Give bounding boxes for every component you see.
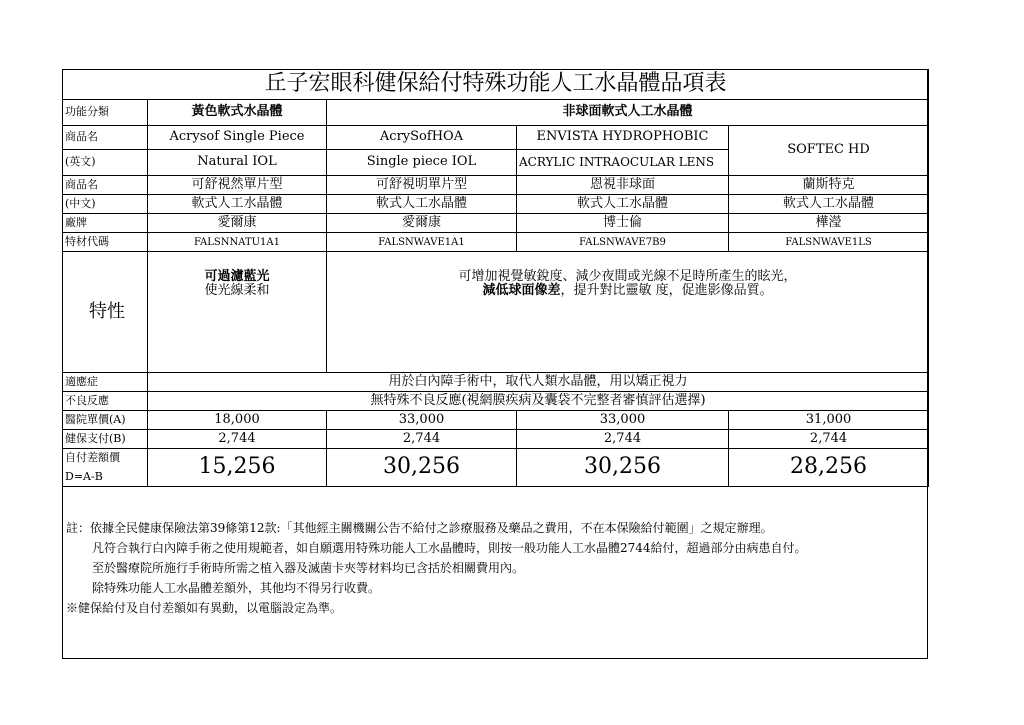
- product-1-name-zh-1: 可舒視然單片型: [148, 176, 327, 195]
- product-3-name-zh-1: 恩視非球面: [517, 176, 729, 195]
- label-adverse: 不良反應: [63, 392, 148, 411]
- note-line: 除特殊功能人工水晶體差額外，其他均不得另行收費。: [92, 581, 381, 595]
- note-line: ※健保給付及自付差額如有異動，以電腦設定為準。: [66, 601, 343, 615]
- label-self-pay-2: D=A-B: [65, 469, 103, 483]
- label-self-pay: [63, 449, 148, 487]
- label-name-zh-1: 商品名: [63, 176, 148, 195]
- product-4-name-en: SOFTEC HD: [729, 126, 929, 176]
- label-indication: 適應症: [63, 373, 148, 392]
- product-3-brand: 博士倫: [517, 214, 729, 233]
- indication-text: 用於白內障手術中，取代人類水晶體，用以矯正視力: [148, 373, 929, 392]
- notes-section: [66, 518, 924, 618]
- feature-yellow-bold: 可過濾藍光: [204, 269, 270, 284]
- label-self-pay-1: 自付差額價: [65, 451, 120, 465]
- label-brand: 廠牌: [63, 214, 148, 233]
- label-function: 功能分類: [63, 100, 148, 126]
- product-3-price: 33,000: [517, 411, 729, 430]
- product-2-code: FALSNWAVE1A1: [327, 233, 517, 252]
- product-3-nhi: 2,744: [517, 430, 729, 449]
- product-3-name-en-1: ENVISTA HYDROPHOBIC: [517, 126, 729, 150]
- feature-yellow-text: 使光線柔和: [204, 283, 270, 299]
- product-3-self-pay: 30,256: [517, 449, 729, 487]
- product-3-code: FALSNWAVE7B9: [517, 233, 729, 252]
- product-1-code: FALSNNATU1A1: [148, 233, 327, 252]
- note-line: 凡符合執行白內障手術之使用規範者，如自願選用特殊功能人工水晶體時，則按一般功能人工水晶體2744給付，超過部分由病患自付。: [92, 541, 807, 555]
- product-4-name-zh-1: 蘭斯特克: [729, 176, 929, 195]
- product-4-nhi: 2,744: [729, 430, 929, 449]
- adverse-text: 無特殊不良反應(視網膜疾病及囊袋不完整者審慎評估選擇): [148, 392, 929, 411]
- product-2-nhi: 2,744: [327, 430, 517, 449]
- product-4-price: 31,000: [729, 411, 929, 430]
- feature-yellow: [148, 252, 327, 373]
- page-title: 丘子宏眼科健保給付特殊功能人工水晶體品項表: [63, 70, 929, 100]
- product-2-brand: 愛爾康: [327, 214, 517, 233]
- label-hospital-price: 醫院單價(A): [63, 411, 148, 430]
- product-2-name-en-2: Single piece IOL: [327, 150, 517, 176]
- label-code: 特材代碼: [63, 233, 148, 252]
- product-2-self-pay: 30,256: [327, 449, 517, 487]
- category-aspheric: 非球面軟式人工水晶體: [327, 100, 929, 126]
- product-2-name-zh-1: 可舒視明單片型: [327, 176, 517, 195]
- product-2-price: 33,000: [327, 411, 517, 430]
- feature-aspheric-bold: 減低球面像差: [482, 283, 561, 299]
- product-1-name-en-2: Natural IOL: [148, 150, 327, 176]
- feature-aspheric: [327, 252, 929, 373]
- label-feature: 特性: [63, 252, 148, 373]
- product-4-brand: 樺瀅: [729, 214, 929, 233]
- label-name-en-2: (英文): [63, 150, 148, 176]
- label-name-en-1: 商品名: [63, 126, 148, 150]
- product-2-name-en-1: AcrySofHOA: [327, 126, 517, 150]
- note-line: 註：依據全民健康保險法第39條第12款:「其他經主關機關公告不給付之診療服務及藥品之費用，不在本保險給付範圍」之規定辦理。: [66, 521, 773, 535]
- lens-items-table: [62, 69, 929, 487]
- product-4-code: FALSNWAVE1LS: [729, 233, 929, 252]
- product-3-name-en-2: ACRYLIC INTRAOCULAR LENS: [517, 150, 729, 176]
- label-name-zh-2: (中文): [63, 195, 148, 214]
- product-2-name-zh-2: 軟式人工水晶體: [327, 195, 517, 214]
- product-4-name-zh-2: 軟式人工水晶體: [729, 195, 929, 214]
- product-1-name-en-1: Acrysof Single Piece: [148, 126, 327, 150]
- category-yellow: 黃色軟式水晶體: [148, 100, 327, 126]
- product-3-name-zh-2: 軟式人工水晶體: [517, 195, 729, 214]
- note-line: 至於醫療院所施行手術時所需之植入器及滅菌卡夾等材料均已含括於相關費用內。: [92, 561, 525, 575]
- feature-aspheric-rest: ，提升對比靈敏 度，促進影像品質。: [560, 283, 773, 299]
- product-1-self-pay: 15,256: [148, 449, 327, 487]
- product-1-price: 18,000: [148, 411, 327, 430]
- feature-aspheric-line1: 可增加視覺敏銳度、減少夜間或光線不足時所產生的眩光，: [458, 269, 797, 284]
- product-1-brand: 愛爾康: [148, 214, 327, 233]
- label-nhi-pay: 健保支付(B): [63, 430, 148, 449]
- product-1-nhi: 2,744: [148, 430, 327, 449]
- product-1-name-zh-2: 軟式人工水晶體: [148, 195, 327, 214]
- product-4-self-pay: 28,256: [729, 449, 929, 487]
